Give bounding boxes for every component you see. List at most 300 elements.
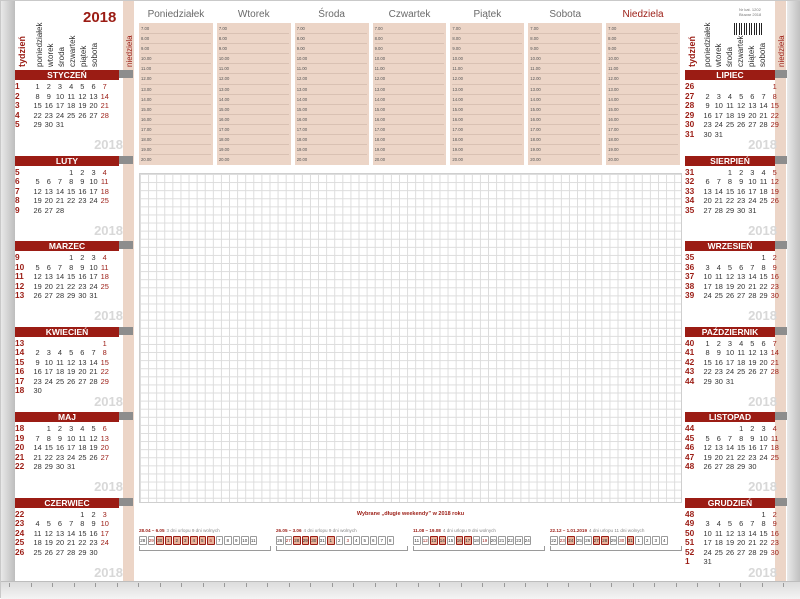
day-cell[interactable]: 20 [703,196,712,206]
day-cell[interactable]: 14 [748,272,757,282]
day-cell[interactable]: 22 [759,538,768,548]
day-cell[interactable]: 1 [772,82,777,91]
day-cell[interactable]: 28 [759,120,768,130]
day-cell[interactable]: 26 [737,120,746,130]
notes-grid-area[interactable] [139,173,682,503]
day-cell[interactable] [77,386,88,396]
day-cell[interactable]: 31 [703,557,712,567]
day-cell[interactable]: 24 [89,196,98,206]
day-cell[interactable]: 21 [89,367,98,377]
day-cell[interactable]: 24 [759,452,768,462]
hour-slot[interactable]: 20.00 [374,157,386,163]
day-cell[interactable]: 4 [727,91,733,101]
hour-slot[interactable]: 7.00 [452,24,522,34]
day-cell[interactable]: 10 [748,177,757,187]
day-cell[interactable]: 18 [714,538,723,548]
day-cell[interactable]: 6 [46,262,51,272]
day-cell[interactable]: 17 [67,443,76,453]
day-cell[interactable]: 21 [55,196,65,206]
day-cell[interactable]: 1 [705,338,710,348]
hour-slot[interactable]: 15.00 [219,105,289,115]
day-cell[interactable]: 8 [739,433,744,443]
day-cell[interactable] [88,462,99,472]
day-cell[interactable]: 25 [737,367,746,377]
day-cell[interactable]: 1 [69,253,74,262]
day-cell[interactable] [724,253,735,263]
day-cell[interactable] [77,206,88,216]
day-cell[interactable]: 27 [737,291,746,301]
day-cell[interactable] [66,386,77,396]
day-cell[interactable]: 25 [714,291,723,301]
day-cell[interactable]: 1 [727,167,733,177]
hour-slot[interactable]: 16.00 [219,115,289,125]
day-cell[interactable] [43,386,54,396]
hour-slot[interactable]: 17.00 [219,125,289,135]
day-cell[interactable]: 19 [725,538,735,548]
day-cell[interactable]: 13 [737,272,746,282]
hour-slot[interactable]: 13.00 [452,85,522,95]
day-cell[interactable]: 13 [44,272,53,282]
hour-slot[interactable]: 8.00 [452,34,522,44]
day-cell[interactable] [99,120,110,130]
hour-slot[interactable]: 17.00 [452,125,522,135]
day-cell[interactable]: 21 [725,452,735,462]
day-cell[interactable]: 8 [761,519,766,529]
day-cell[interactable]: 20 [714,452,723,462]
day-cell[interactable]: 8 [35,91,40,101]
day-cell[interactable]: 27 [703,205,712,215]
day-cell[interactable] [54,386,65,396]
day-cell[interactable]: 30 [714,376,723,386]
day-cell[interactable]: 30 [55,462,65,472]
day-cell[interactable]: 17 [703,281,712,291]
hour-slot[interactable]: 8.00 [219,34,289,44]
day-cell[interactable]: 10 [89,262,98,272]
hour-slot[interactable]: 19.00 [452,145,522,155]
day-cell[interactable]: 16 [703,110,712,120]
day-cell[interactable]: 2 [716,338,721,348]
day-cell[interactable]: 17 [703,538,712,548]
day-cell[interactable]: 27 [714,462,723,472]
day-cell[interactable]: 10 [89,177,98,187]
day-cell[interactable]: 23 [714,367,723,377]
day-cell[interactable]: 8 [80,519,85,529]
day-cell[interactable]: 30 [78,291,87,301]
hour-slot[interactable]: 9.00 [141,44,211,54]
day-cell[interactable]: 18 [33,538,42,548]
day-cell[interactable]: 22 [67,196,76,206]
day-cell[interactable]: 19 [33,281,42,291]
hour-slot[interactable]: 14.00 [141,95,211,105]
day-cell[interactable]: 23 [770,538,779,548]
day-cell[interactable]: 5 [739,91,744,101]
day-cell[interactable]: 9 [91,519,96,529]
day-cell[interactable]: 2 [705,91,710,101]
day-cell[interactable]: 24 [703,291,712,301]
day-cell[interactable]: 8 [102,348,107,358]
hour-slot[interactable]: 7.00 [297,24,367,34]
day-cell[interactable]: 7 [750,519,755,529]
day-cell[interactable]: 4 [716,262,721,272]
day-cell[interactable]: 15 [44,443,53,453]
day-cell[interactable]: 14 [725,443,735,453]
day-cell[interactable]: 15 [100,357,109,367]
hour-slot[interactable]: 7.00 [375,24,445,34]
day-cell[interactable]: 3 [102,509,107,519]
day-cell[interactable]: 12 [44,528,53,538]
day-cell[interactable]: 21 [55,281,65,291]
day-cell[interactable]: 29 [759,547,768,557]
day-cell[interactable]: 18 [78,443,87,453]
day-cell[interactable]: 12 [703,443,712,453]
day-cell[interactable]: 5 [80,82,85,91]
day-cell[interactable]: 27 [89,110,98,120]
day-cell[interactable]: 31 [89,291,98,301]
day-cell[interactable]: 27 [44,291,53,301]
day-cell[interactable]: 5 [705,433,710,443]
day-cell[interactable] [66,510,77,520]
day-cell[interactable] [747,510,758,520]
day-cell[interactable]: 18 [770,443,779,453]
day-cell[interactable]: 19 [67,367,76,377]
day-cell[interactable]: 13 [703,186,712,196]
hour-slot[interactable]: 18.00 [141,135,211,145]
day-cell[interactable]: 13 [44,186,53,196]
day-cell[interactable] [77,339,88,349]
day-cell[interactable]: 30 [770,291,779,301]
hour-slot[interactable]: 11.00 [530,64,600,74]
planner-hours-box[interactable] [217,23,291,165]
day-cell[interactable]: 6 [46,177,51,187]
day-cell[interactable]: 29 [78,547,87,557]
day-cell[interactable] [747,82,758,92]
day-cell[interactable]: 26 [67,376,76,386]
hour-slot[interactable]: 20.00 [608,157,619,163]
day-cell[interactable] [736,510,747,520]
day-cell[interactable] [99,291,110,301]
day-cell[interactable]: 27 [748,120,757,130]
day-cell[interactable]: 27 [44,205,53,215]
day-cell[interactable]: 10 [759,433,768,443]
day-cell[interactable] [88,120,99,130]
day-cell[interactable] [769,377,780,387]
hour-slot[interactable]: 15.00 [141,105,211,115]
day-cell[interactable]: 28 [89,376,98,386]
day-cell[interactable]: 7 [35,433,40,443]
planner-hours-box[interactable] [139,23,213,165]
day-cell[interactable]: 22 [67,281,76,291]
day-cell[interactable]: 18 [100,272,109,282]
day-cell[interactable]: 12 [725,528,735,538]
day-cell[interactable]: 15 [67,272,76,282]
hour-slot[interactable]: 11.00 [297,64,367,74]
day-cell[interactable]: 11 [33,528,42,538]
day-cell[interactable]: 6 [80,348,85,358]
day-cell[interactable]: 9 [750,433,755,443]
day-cell[interactable]: 16 [78,272,87,282]
hour-slot[interactable]: 8.00 [530,34,600,44]
day-cell[interactable]: 29 [44,462,53,472]
day-cell[interactable]: 28 [55,205,65,215]
day-cell[interactable]: 21 [770,357,779,367]
day-cell[interactable]: 20 [44,196,53,206]
day-cell[interactable]: 13 [89,91,98,101]
day-cell[interactable] [32,253,43,263]
day-cell[interactable] [736,130,747,140]
day-cell[interactable]: 1 [761,253,766,262]
day-cell[interactable]: 22 [770,110,779,120]
hour-slot[interactable]: 18.00 [608,135,678,145]
day-cell[interactable] [747,377,758,387]
day-cell[interactable]: 27 [759,367,768,377]
day-cell[interactable]: 16 [78,186,87,196]
day-cell[interactable]: 3 [727,338,733,348]
hour-slot[interactable]: 20.00 [530,157,541,163]
day-cell[interactable] [758,206,769,216]
day-cell[interactable] [32,424,43,434]
hour-slot[interactable]: 8.00 [141,34,211,44]
day-cell[interactable]: 17 [44,367,53,377]
day-cell[interactable]: 18 [67,101,76,111]
hour-slot[interactable]: 7.00 [530,24,600,34]
day-cell[interactable] [54,253,65,263]
hour-slot[interactable]: 15.00 [375,105,445,115]
hour-slot[interactable]: 16.00 [297,115,367,125]
hour-slot[interactable]: 14.00 [452,95,522,105]
day-cell[interactable] [724,557,735,567]
day-cell[interactable]: 19 [770,186,779,196]
day-cell[interactable]: 25 [100,281,109,291]
day-cell[interactable]: 30 [703,129,712,139]
day-cell[interactable]: 28 [770,367,779,377]
day-cell[interactable] [702,424,713,434]
day-cell[interactable]: 17 [89,272,98,282]
day-cell[interactable]: 31 [67,462,76,472]
day-cell[interactable]: 17 [89,186,98,196]
hour-slot[interactable]: 12.00 [219,74,289,84]
day-cell[interactable]: 11 [726,101,734,111]
day-cell[interactable]: 21 [67,538,76,548]
day-cell[interactable]: 17 [759,443,768,453]
hour-slot[interactable]: 18.00 [219,135,289,145]
day-cell[interactable]: 23 [770,281,779,291]
day-cell[interactable]: 3 [716,91,721,101]
day-cell[interactable]: 18 [759,186,768,196]
hour-slot[interactable]: 9.00 [452,44,522,54]
day-cell[interactable]: 10 [714,101,723,111]
day-cell[interactable]: 6 [716,433,721,443]
day-cell[interactable] [769,206,780,216]
day-cell[interactable]: 30 [89,547,98,557]
day-cell[interactable]: 25 [714,547,723,557]
day-cell[interactable]: 21 [714,196,723,206]
day-cell[interactable]: 16 [737,186,746,196]
day-cell[interactable]: 24 [89,281,98,291]
hour-slot[interactable]: 12.00 [141,74,211,84]
day-cell[interactable] [724,510,735,520]
hour-slot[interactable]: 16.00 [141,115,211,125]
hour-slot[interactable]: 15.00 [452,105,522,115]
day-cell[interactable] [54,339,65,349]
day-cell[interactable] [758,462,769,472]
day-cell[interactable]: 12 [770,177,779,187]
day-cell[interactable]: 2 [739,167,744,177]
day-cell[interactable]: 14 [89,357,98,367]
day-cell[interactable]: 24 [703,547,712,557]
day-cell[interactable]: 25 [55,376,65,386]
day-cell[interactable]: 15 [759,272,768,282]
day-cell[interactable]: 31 [748,205,757,215]
day-cell[interactable]: 11 [737,348,745,358]
day-cell[interactable]: 27 [55,547,65,557]
day-cell[interactable]: 20 [89,101,98,111]
day-cell[interactable]: 2 [57,424,63,433]
hour-slot[interactable]: 14.00 [530,95,600,105]
day-cell[interactable]: 8 [46,433,51,443]
day-cell[interactable]: 30 [748,462,757,472]
hour-slot[interactable]: 10.00 [219,54,289,64]
hour-slot[interactable]: 20.00 [452,157,463,163]
day-cell[interactable]: 6 [750,91,755,101]
day-cell[interactable]: 6 [739,519,744,529]
day-cell[interactable]: 22 [737,452,746,462]
day-cell[interactable]: 4 [761,167,766,177]
day-cell[interactable]: 26 [89,452,98,462]
day-cell[interactable]: 7 [57,177,63,187]
day-cell[interactable]: 11 [78,433,87,443]
day-cell[interactable]: 16 [33,367,42,377]
day-cell[interactable]: 1 [69,167,74,177]
day-cell[interactable]: 11 [759,177,768,187]
day-cell[interactable] [99,548,110,558]
day-cell[interactable]: 8 [69,177,74,187]
hour-slot[interactable]: 15.00 [297,105,367,115]
hour-slot[interactable]: 7.00 [608,24,678,34]
day-cell[interactable]: 13 [748,101,757,111]
day-cell[interactable]: 1 [739,424,744,433]
day-cell[interactable]: 5 [69,348,74,358]
hour-slot[interactable]: 19.00 [608,145,678,155]
day-cell[interactable]: 20 [100,443,109,453]
day-cell[interactable]: 27 [737,547,746,557]
day-cell[interactable]: 14 [759,101,768,111]
day-cell[interactable]: 15 [33,101,42,111]
day-cell[interactable]: 1 [46,424,51,433]
hour-slot[interactable]: 20.00 [141,157,152,163]
day-cell[interactable] [702,510,713,520]
day-cell[interactable]: 20 [748,110,757,120]
day-cell[interactable]: 9 [46,91,51,101]
day-cell[interactable]: 9 [57,433,63,443]
day-cell[interactable] [736,253,747,263]
day-cell[interactable]: 13 [78,357,87,367]
day-cell[interactable]: 17 [725,357,735,367]
hour-slot[interactable]: 18.00 [452,135,522,145]
day-cell[interactable]: 16 [714,357,723,367]
hour-slot[interactable]: 11.00 [452,64,522,74]
day-cell[interactable]: 29 [703,376,712,386]
day-cell[interactable]: 1 [80,509,85,519]
day-cell[interactable]: 6 [705,177,710,187]
day-cell[interactable]: 14 [714,186,723,196]
day-cell[interactable] [43,253,54,263]
day-cell[interactable]: 7 [69,519,74,529]
day-cell[interactable]: 19 [78,101,87,111]
day-cell[interactable]: 25 [67,110,76,120]
day-cell[interactable]: 23 [55,452,65,462]
day-cell[interactable]: 17 [100,528,109,538]
day-cell[interactable]: 7 [727,433,733,443]
day-cell[interactable]: 13 [759,348,768,358]
hour-slot[interactable]: 9.00 [219,44,289,54]
day-cell[interactable] [54,510,65,520]
day-cell[interactable]: 30 [33,386,42,396]
day-cell[interactable]: 26 [748,367,757,377]
day-cell[interactable] [713,253,724,263]
day-cell[interactable]: 7 [750,262,755,272]
day-cell[interactable]: 12 [748,348,757,358]
hour-slot[interactable]: 12.00 [375,74,445,84]
day-cell[interactable]: 18 [714,281,723,291]
day-cell[interactable]: 11 [100,262,109,272]
day-cell[interactable]: 4 [57,348,63,358]
day-cell[interactable]: 3 [91,167,96,177]
day-cell[interactable]: 14 [55,272,65,282]
day-cell[interactable]: 26 [33,205,42,215]
day-cell[interactable]: 18 [725,110,735,120]
day-cell[interactable] [736,377,747,387]
hour-slot[interactable]: 13.00 [608,85,678,95]
day-cell[interactable]: 2 [35,348,40,358]
day-cell[interactable]: 21 [33,452,42,462]
day-cell[interactable]: 19 [737,110,746,120]
day-cell[interactable]: 19 [703,452,712,462]
day-cell[interactable] [99,462,110,472]
day-cell[interactable]: 19 [748,357,757,367]
day-cell[interactable] [88,206,99,216]
day-cell[interactable]: 11 [714,528,723,538]
day-cell[interactable]: 2 [772,253,777,262]
hour-slot[interactable]: 11.00 [219,64,289,74]
day-cell[interactable]: 6 [57,519,63,529]
day-cell[interactable]: 4 [102,167,107,177]
day-cell[interactable] [43,168,54,178]
planner-hours-box[interactable] [450,23,524,165]
day-cell[interactable]: 5 [727,262,733,272]
day-cell[interactable]: 13 [100,433,109,443]
hour-slot[interactable]: 13.00 [375,85,445,95]
day-cell[interactable] [713,510,724,520]
day-cell[interactable]: 7 [102,82,107,91]
hour-slot[interactable]: 20.00 [218,157,230,163]
day-cell[interactable]: 20 [759,357,768,367]
hour-slot[interactable]: 8.00 [297,34,367,44]
day-cell[interactable]: 4 [35,519,40,529]
day-cell[interactable]: 26 [770,196,779,206]
hour-slot[interactable]: 15.00 [608,105,678,115]
day-cell[interactable] [736,82,747,92]
day-cell[interactable]: 9 [705,101,710,111]
day-cell[interactable]: 2 [91,509,96,519]
hour-slot[interactable]: 15.00 [530,105,600,115]
day-cell[interactable]: 22 [100,367,109,377]
hour-slot[interactable]: 18.00 [375,135,445,145]
day-cell[interactable]: 28 [55,291,65,301]
day-cell[interactable] [43,339,54,349]
day-cell[interactable]: 31 [714,129,723,139]
day-cell[interactable]: 10 [44,357,53,367]
hour-slot[interactable]: 14.00 [608,95,678,105]
